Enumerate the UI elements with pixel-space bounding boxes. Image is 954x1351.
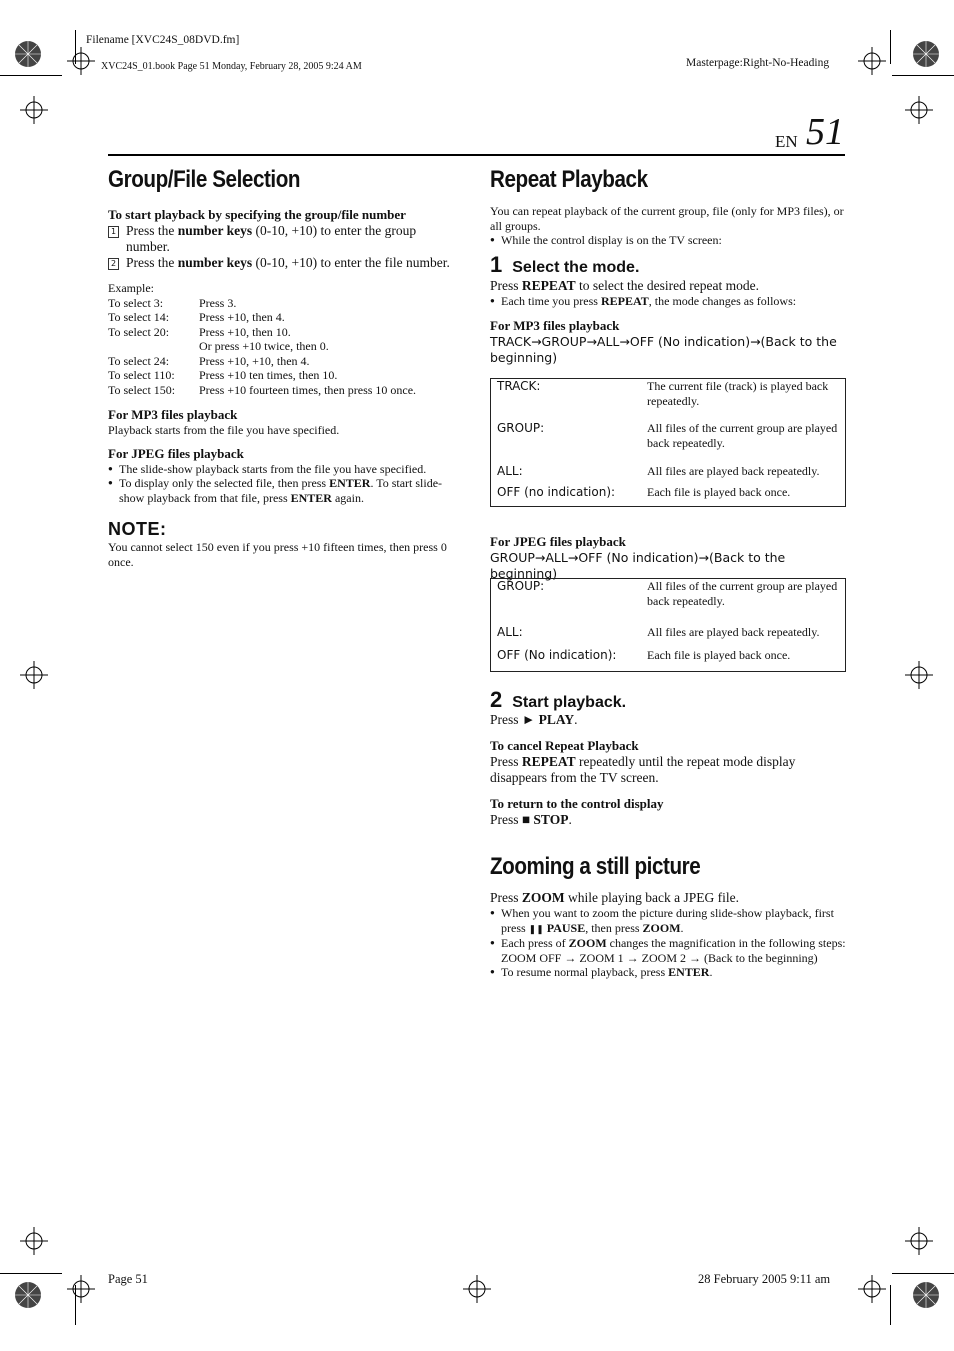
text: Press <box>490 890 522 905</box>
left-column <box>108 207 458 569</box>
cancel-text <box>490 754 846 786</box>
example-row <box>108 310 458 325</box>
page-lang: EN <box>775 132 798 151</box>
repeat-intro-bullet: ● While the control display is on the TV screen: <box>490 233 846 248</box>
crosshair-icon <box>67 1275 95 1303</box>
registration-starburst-icon <box>912 1281 940 1309</box>
stop-icon: ■ <box>521 812 531 827</box>
mp3-text: Playback starts from the file you have specified. <box>108 423 340 437</box>
bullet-text: again. <box>331 490 364 505</box>
zoom-bullet <box>490 936 846 965</box>
mode-description: The current file (track) is played back repeatedly. <box>647 379 829 408</box>
table-row <box>491 648 846 672</box>
step-text: (0-10, +10) to enter the file number. <box>252 255 450 270</box>
text: Press <box>490 278 522 293</box>
jpeg-sequence: GROUP→ALL→OFF (No indication)→(Back to the beginning) <box>490 550 786 581</box>
key-name: REPEAT <box>521 278 576 293</box>
text: . <box>568 812 572 827</box>
text: , the mode changes as follows: <box>648 294 797 308</box>
zoom-bullet <box>490 906 846 936</box>
mp3-heading: For MP3 files playback <box>108 407 238 422</box>
mode-name: ALL: <box>497 463 523 478</box>
trim-mark <box>0 1273 62 1274</box>
zoom-intro <box>490 890 846 906</box>
jpeg-heading: For JPEG files playback <box>490 534 626 549</box>
crosshair-icon <box>858 1275 886 1303</box>
registration-starburst-icon <box>14 40 42 68</box>
trim-mark <box>892 1273 954 1274</box>
mode-description: Each file is played back once. <box>647 647 791 662</box>
step-number-box: 2 <box>108 258 119 270</box>
text: When you want to zoom the picture during slide-show playback, first press <box>501 906 834 935</box>
jpeg-bullet: ● The slide-show playback starts from the file you have specified. <box>108 462 458 477</box>
header-book-info: XVC24S_01.book Page 51 Monday, February 28, 2005 9:24 AM <box>101 61 362 72</box>
key-name: STOP <box>533 812 569 827</box>
table-row <box>491 379 846 422</box>
crosshair-icon <box>67 47 95 75</box>
footer-page: Page 51 <box>108 1272 148 1286</box>
mode-description: All files are played back repeatedly. <box>647 625 820 639</box>
table-row <box>491 485 846 507</box>
key-name: PLAY <box>538 712 575 727</box>
example-value-cell: Or press +10 twice, then 0. <box>199 339 329 353</box>
step-file-number <box>108 255 458 271</box>
step-text: (0-10, +10) to enter the group number. <box>126 223 417 254</box>
mp3-heading: For MP3 files playback <box>490 317 620 333</box>
key-name: ZOOM <box>642 920 681 935</box>
trim-mark <box>892 75 954 76</box>
text: repeatedly until the repeat mode display disappears from the TV screen. <box>490 754 796 785</box>
trim-mark <box>890 1285 891 1325</box>
header-masterpage: Masterpage:Right-No-Heading <box>686 57 830 69</box>
text: Each press of <box>501 936 569 950</box>
text: To resume normal playback, press <box>501 965 669 979</box>
example-label-cell: To select 150: <box>108 382 176 397</box>
table-row <box>491 421 846 463</box>
example-row <box>108 354 458 369</box>
cancel-heading: To cancel Repeat Playback <box>490 738 639 753</box>
crosshair-icon <box>20 1227 48 1255</box>
mode-name: ALL: <box>497 625 523 639</box>
return-heading: To return to the control display <box>490 796 664 811</box>
example-row <box>108 325 458 340</box>
crosshair-icon <box>905 1227 933 1255</box>
key-name: REPEAT <box>600 294 649 308</box>
step-key: number keys <box>177 223 253 238</box>
trim-mark <box>890 30 891 64</box>
example-value-cell: Press +10 ten times, then 10. <box>199 368 338 382</box>
step-2-heading <box>490 687 626 713</box>
repeat-intro-text: You can repeat playback of the current group, file (only for MP3 files), or all groups. <box>490 204 844 233</box>
example-label-cell: To select 14: <box>108 310 170 324</box>
key-name: ZOOM <box>568 936 607 950</box>
crosshair-icon <box>905 96 933 124</box>
mode-name: OFF (no indication): <box>497 484 616 499</box>
table-row <box>491 625 846 648</box>
key-name: PAUSE <box>546 920 586 935</box>
crosshair-icon <box>858 47 886 75</box>
mode-name: GROUP: <box>497 421 545 436</box>
mode-description: All files are played back repeatedly. <box>647 463 820 478</box>
example-value-cell: Press +10, then 10. <box>199 324 291 339</box>
play-icon: ► <box>521 712 536 727</box>
example-row <box>108 339 458 354</box>
example-label-cell <box>108 339 199 354</box>
example-label-cell: To select 20: <box>108 324 170 339</box>
example-value-cell: Press +10, then 4. <box>199 310 285 324</box>
step-2-text <box>490 712 846 728</box>
pause-icon: ❚❚ <box>528 923 544 934</box>
section-title-group-file: Group/File Selection <box>108 166 301 193</box>
zoom-sequence: ZOOM OFF → ZOOM 1 → ZOOM 2 → (Back to the beginning) <box>501 950 818 965</box>
bullet-text: To display only the selected file, then press <box>119 476 330 490</box>
text: while playing back a JPEG file. <box>564 890 739 905</box>
text: to select the desired repeat mode. <box>575 278 759 293</box>
step-group-number <box>108 223 458 255</box>
step-1-bullet <box>490 294 846 309</box>
step-text: Press the <box>126 255 178 270</box>
text: . <box>574 712 578 727</box>
example-row <box>108 296 458 311</box>
step-number-box: 1 <box>108 226 119 238</box>
text: Press <box>490 754 522 769</box>
step-1-heading <box>490 252 639 278</box>
key-name: REPEAT <box>521 754 576 769</box>
mode-name: GROUP: <box>497 579 545 593</box>
example-list <box>108 296 458 398</box>
registration-starburst-icon <box>14 1281 42 1309</box>
key-name: ENTER <box>290 490 332 505</box>
step-1-body <box>490 278 846 366</box>
text: Press <box>490 812 522 827</box>
mp3-sequence: TRACK→GROUP→ALL→OFF (No indication)→(Back to the beginning) <box>490 333 837 365</box>
step-key: number keys <box>177 255 253 270</box>
step-title: Select the mode. <box>512 259 640 276</box>
crosshair-icon <box>905 661 933 689</box>
example-row <box>108 368 458 383</box>
zoom-bullet <box>490 965 846 980</box>
return-text <box>490 812 846 828</box>
text: Each time you press <box>501 294 601 308</box>
jpeg-repeat <box>490 534 850 582</box>
step-number: 1 <box>490 252 503 277</box>
step-1-text <box>490 278 846 294</box>
zoom-body <box>490 890 846 980</box>
step-number: 2 <box>490 687 503 712</box>
step-2-body <box>490 712 846 828</box>
text: . <box>709 965 713 979</box>
example-value-cell: Press +10, +10, then 4. <box>199 353 310 368</box>
mode-name: TRACK: <box>497 379 541 393</box>
table-row <box>491 464 846 485</box>
trim-mark <box>0 75 62 76</box>
note-heading: NOTE: <box>108 519 167 539</box>
crosshair-icon <box>463 1275 491 1303</box>
jpeg-repeat-table <box>490 578 846 672</box>
bullet-text: . To start slide-show playback from that file, press <box>119 476 443 505</box>
text: Press <box>490 712 522 727</box>
text: . <box>680 920 684 935</box>
repeat-intro <box>490 204 846 248</box>
crosshair-icon <box>20 96 48 124</box>
text: changes the magnification in the following steps: <box>606 936 846 950</box>
mode-description: Each file is played back once. <box>647 484 791 499</box>
jpeg-bullet <box>108 476 458 505</box>
example-label-cell: To select 3: <box>108 295 164 310</box>
mode-name: OFF (No indication): <box>497 647 617 662</box>
header-filename: Filename [XVC24S_08DVD.fm] <box>86 34 240 46</box>
note-text: You cannot select 150 even if you press +10 fifteen times, then press 0 once. <box>108 540 447 569</box>
mp3-repeat-table <box>490 378 846 507</box>
mode-description: All files of the current group are played back repeatedly. <box>647 579 838 608</box>
key-name: ZOOM <box>521 890 565 905</box>
section-title-zoom: Zooming a still picture <box>490 853 701 880</box>
example-value-cell: Press +10 fourteen times, then press 10 once. <box>199 382 417 397</box>
jpeg-heading: For JPEG files playback <box>108 445 244 461</box>
mode-description: All files of the current group are played back repeatedly. <box>647 421 838 450</box>
table-row <box>491 579 846 626</box>
page-number: 51 <box>806 111 844 153</box>
footer-date: 28 February 2005 9:11 am <box>698 1272 831 1286</box>
key-name: ENTER <box>329 476 371 490</box>
step-title: Start playback. <box>512 694 627 711</box>
registration-starburst-icon <box>912 40 940 68</box>
step-text: Press the <box>126 223 178 238</box>
example-label-cell: To select 24: <box>108 353 170 368</box>
header-rule <box>108 154 845 156</box>
key-name: ENTER <box>668 965 710 979</box>
section-title-repeat: Repeat Playback <box>490 166 648 193</box>
start-heading: To start playback by specifying the group/file number <box>108 207 406 222</box>
example-label: Example: <box>108 281 154 295</box>
example-row <box>108 383 458 398</box>
crosshair-icon <box>20 661 48 689</box>
example-label-cell: To select 110: <box>108 368 175 382</box>
text: , then press <box>585 920 643 935</box>
example-value-cell: Press 3. <box>199 295 237 310</box>
